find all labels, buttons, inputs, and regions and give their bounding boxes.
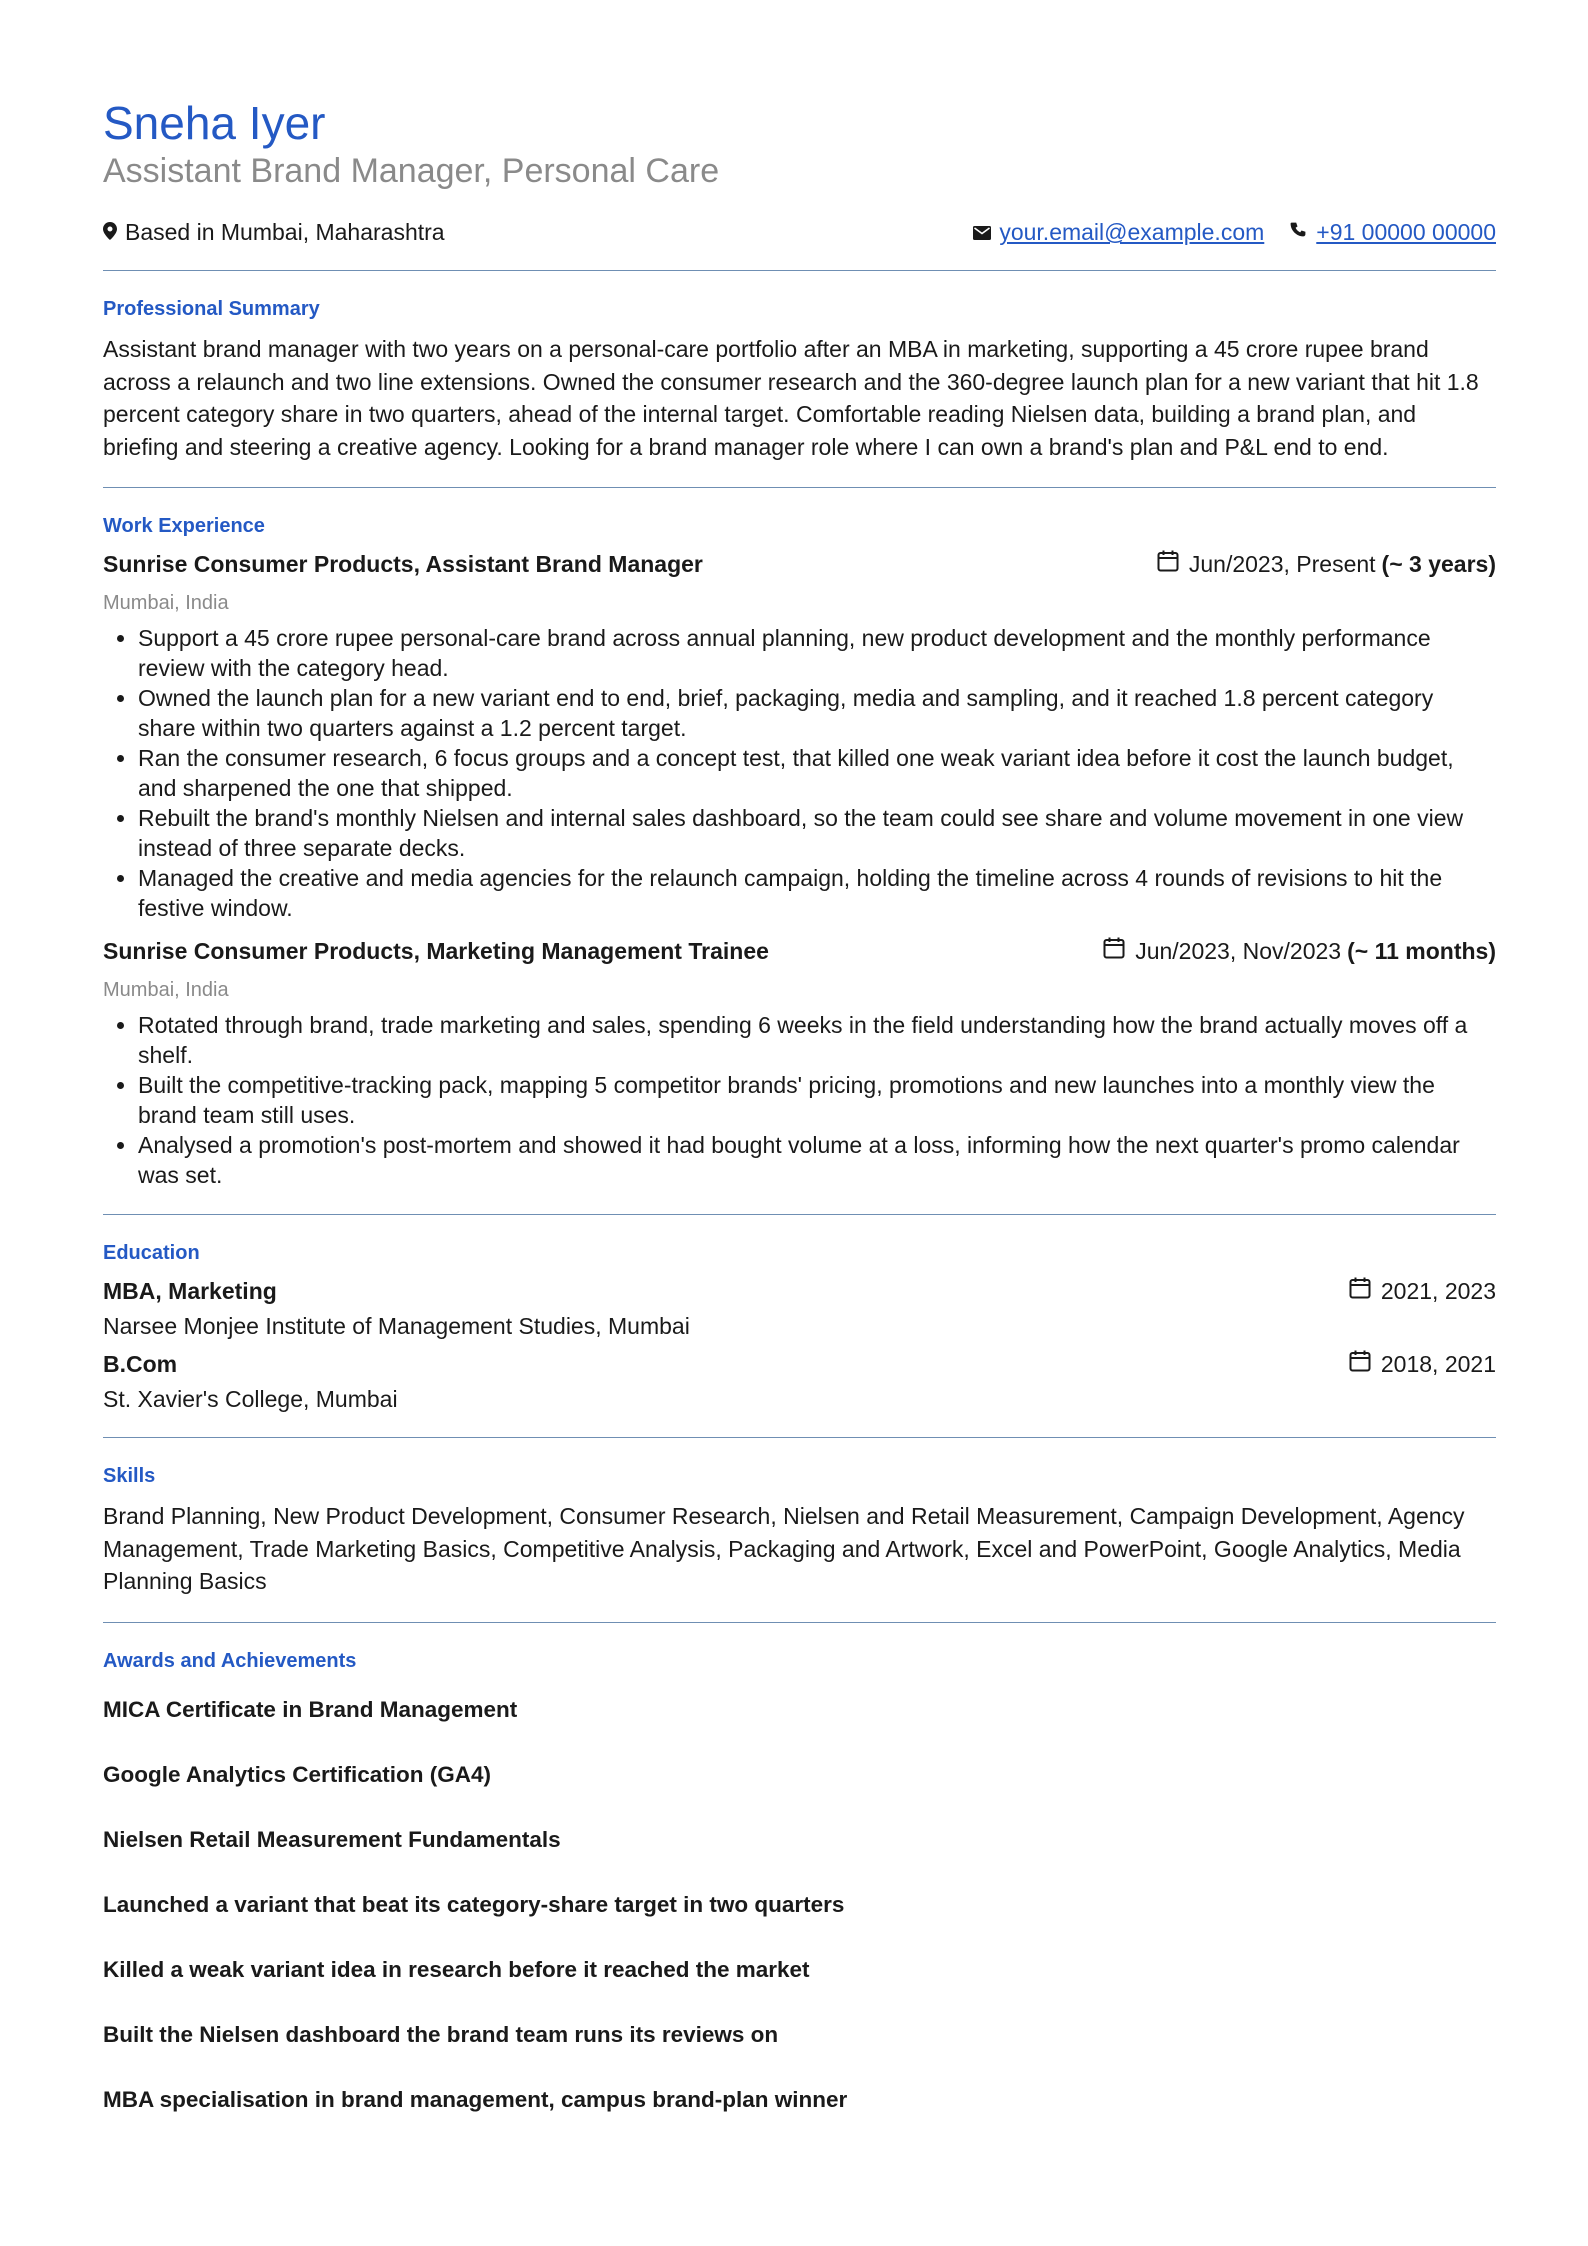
- section-heading-education: Education: [103, 1242, 200, 1265]
- location-pin-icon: [103, 219, 117, 246]
- job-title: Sunrise Consumer Products, Assistant Brand Manager: [103, 550, 703, 577]
- education-header: [103, 1350, 1496, 1378]
- list-item: • Rebuilt the brand's monthly Nielsen and internal sales dashboard, so the team could see share and volume movement in one view instead of three separate decks.: [138, 803, 1496, 863]
- list-item: • Support a 45 crore rupee personal-care brand across annual planning, new product development and the monthly performance review with the category head.: [138, 623, 1496, 683]
- award-item: Built the Nielsen dashboard the brand team runs its reviews on: [103, 2021, 779, 2047]
- job-location: Mumbai, India: [103, 592, 229, 615]
- list-item: • Owned the launch plan for a new variant end to end, brief, packaging, media and sampling, and it reached 1.8 percent category share within two quarters against a 1.2 percent target.: [138, 683, 1496, 743]
- calendar-icon: [1157, 550, 1179, 578]
- list-item: • Built the competitive-tracking pack, mapping 5 competitor brands' pricing, promotions and new launches into a monthly view the brand team still uses.: [138, 1070, 1496, 1130]
- award-item: MICA Certificate in Brand Management: [103, 1696, 518, 1722]
- award-item: Killed a weak variant idea in research before it reached the market: [103, 1956, 810, 1982]
- job-header: [103, 550, 1496, 578]
- education-entry: [103, 1277, 1496, 1340]
- candidate-title: Assistant Brand Manager, Personal Care: [103, 151, 720, 190]
- divider: [103, 1622, 1496, 1623]
- award-item: MBA specialisation in brand management, campus brand-plan winner: [103, 2086, 848, 2112]
- job-entry: [103, 937, 1496, 1190]
- skills-text: Brand Planning, New Product Development, Consumer Research, Nielsen and Retail Measurement, Campaign Development, Agency Management, Trade Marketing Basics, Competitive Analysis, Packaging and Artwork, Excel and PowerPoint, Google Analytics, Media Planning Basics: [103, 1503, 1465, 1595]
- divider: [103, 487, 1496, 488]
- job-duration: (~ 11 months): [1347, 937, 1496, 964]
- divider: [103, 1214, 1496, 1215]
- phone-icon: [1290, 219, 1308, 246]
- calendar-icon: [1349, 1277, 1371, 1305]
- section-heading-experience: Work Experience: [103, 515, 265, 538]
- award-item: Nielsen Retail Measurement Fundamentals: [103, 1826, 561, 1852]
- contact-links: [947, 219, 1496, 246]
- job-role: Marketing Management Trainee: [426, 937, 769, 964]
- education-dates: [1349, 1277, 1496, 1305]
- mail-icon: [973, 219, 991, 246]
- calendar-icon: [1349, 1350, 1371, 1378]
- job-location: Mumbai, India: [103, 979, 229, 1002]
- list-item: • Managed the creative and media agencies for the relaunch campaign, holding the timeline across 4 rounds of revisions to hit the festive window.: [138, 863, 1496, 923]
- awards-list: [103, 1695, 1496, 2115]
- section-heading-awards: Awards and Achievements: [103, 1649, 357, 1672]
- calendar-icon: [1103, 937, 1125, 965]
- job-role: Assistant Brand Manager: [425, 550, 703, 577]
- education-header: [103, 1277, 1496, 1305]
- education-dates: [1349, 1350, 1496, 1378]
- education-school: St. Xavier's College, Mumbai: [103, 1386, 398, 1413]
- contact-row: [103, 219, 1496, 246]
- job-header: [103, 937, 1496, 965]
- education-degree: MBA, Marketing: [103, 1277, 277, 1304]
- job-date-range: Jun/2023, Present: [1188, 550, 1376, 577]
- email-item: [973, 219, 1264, 246]
- education-school: Narsee Monjee Institute of Management Studies, Mumbai: [103, 1313, 690, 1340]
- phone-item: [1290, 219, 1496, 246]
- location-text: Based in Mumbai, Maharashtra: [125, 219, 445, 246]
- award-item: Launched a variant that beat its category-share target in two quarters: [103, 1891, 845, 1917]
- location-info: [103, 219, 445, 246]
- job-date-range: Jun/2023, Nov/2023: [1135, 937, 1342, 964]
- list-item: • Analysed a promotion's post-mortem and showed it had bought volume at a loss, informing how the next quarter's promo calendar was set.: [138, 1130, 1496, 1190]
- education-years: 2018, 2021: [1380, 1350, 1496, 1377]
- job-company: Sunrise Consumer Products: [103, 937, 414, 964]
- summary-text: Assistant brand manager with two years on a personal-care portfolio after an MBA in marketing, supporting a 45 crore rupee brand across a relaunch and two line extensions. Owned the consumer research and the 360-degree launch plan for a new variant that hit 1.8 percent category share in two quarters, ahead of the internal target. Comfortable reading Nielsen data, building a brand plan, and briefing and steering a creative agency. Looking for a brand manager role where I can own a brand's plan and P&L end to end.: [103, 336, 1479, 460]
- job-company: Sunrise Consumer Products: [103, 550, 414, 577]
- divider: [103, 270, 1496, 271]
- divider: [103, 1437, 1496, 1438]
- education-entry: [103, 1350, 1496, 1413]
- job-dates: [1157, 550, 1496, 578]
- job-title: Sunrise Consumer Products, Marketing Management Trainee: [103, 937, 769, 964]
- phone-link[interactable]: +91 00000 00000: [1316, 219, 1496, 246]
- award-item: Google Analytics Certification (GA4): [103, 1761, 491, 1787]
- section-heading-summary: Professional Summary: [103, 298, 320, 321]
- section-heading-skills: Skills: [103, 1465, 156, 1488]
- job-entry: [103, 550, 1496, 923]
- candidate-name: Sneha Iyer: [103, 97, 326, 149]
- list-item: • Rotated through brand, trade marketing and sales, spending 6 weeks in the field understanding how the brand actually moves off a shelf.: [138, 1010, 1496, 1070]
- job-bullets: [103, 1010, 1496, 1190]
- job-dates: [1103, 937, 1496, 965]
- job-bullets: [103, 623, 1496, 923]
- email-link[interactable]: your.email@example.com: [999, 219, 1265, 246]
- list-item: • Ran the consumer research, 6 focus groups and a concept test, that killed one weak variant idea before it cost the launch budget, and sharpened the one that shipped.: [138, 743, 1496, 803]
- education-years: 2021, 2023: [1380, 1277, 1496, 1304]
- job-duration: (~ 3 years): [1381, 550, 1496, 577]
- education-degree: B.Com: [103, 1350, 178, 1377]
